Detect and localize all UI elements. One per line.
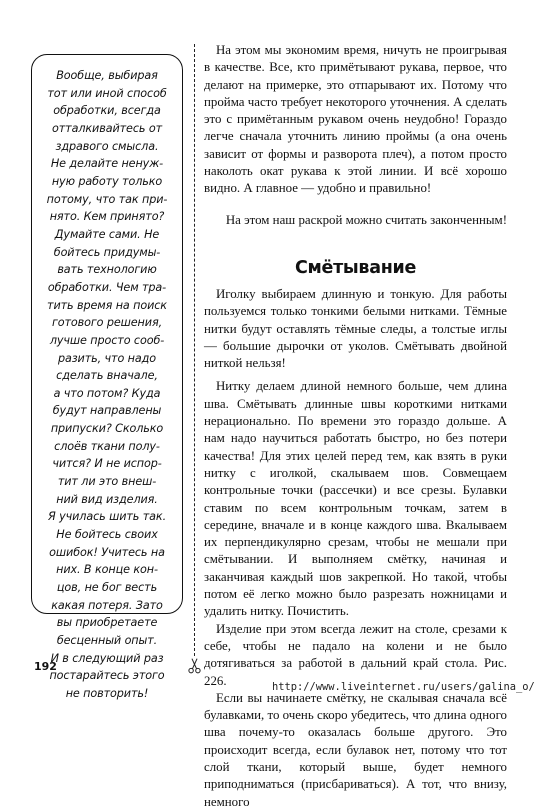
scissors-icon — [186, 657, 203, 674]
sidebar-tip-text: Вообще, выбирая тот или иной способ обработки, всегда отталкивайтесь от здравого смысла. Не делайте ненуж- ную работу только потому, что так при- нято. Кем принято? Думайте сами. Не бойтесь придумы- вать технологию обработки. Чем тра- тить время на поиск готового решения, лучше просто сооб- разить, что надо сделать вначале, а что потом? Куда будут направлены припуски? Сколько слоёв ткани полу- чится? И не испор- тит ли это внеш- ний вид изделия. Я училась шить так. Не бойтесь своих ошибок! Учитесь на них. В конце кон- цов, не бог весть какая потеря. Зато вы приобретаете бесценный опыт. И в следующий раз постарайтесь этого не повторить! — [46, 69, 168, 700]
paragraph: Изделие при этом всегда лежит на столе, срезами к себе, чтобы не падало на колени и не было дотягиваться за работой в дальний край стола. Рис. 226. — [204, 621, 507, 688]
section-heading: Смётывание — [294, 257, 417, 278]
cut-line-divider — [194, 44, 195, 656]
page-number: 192 — [34, 660, 57, 673]
paragraph: Иголку выбираем длинную и тонкую. Для работы пользуемся только тонкими белыми нитками. Тёмные нитки будут оставлять тёмные следы, а толстые иглы — большие дырочки от уколов. Смётывать двойной ниткой нельзя! — [204, 286, 507, 371]
paragraph: На этом мы экономим время, ничуть не проигрывая в качестве. Все, кто примётывают рукава, первое, что делают на примерке, это отпарывают их. Потому что пройма часто требует некоторого уточнения. А сделать это с примётанным рукавом очень неудобно! Гораздо легче сначала уточнить линию проймы (а она очень зависит от формы и разворота плеч), а потом просто наколоть окат рукава к этой линии. И всё хорошо видно. А главное — удобно и правильно! — [204, 43, 507, 196]
paragraph-conclusion: На этом наш раскрой можно считать законченным! — [225, 212, 507, 227]
main-text-column — [204, 42, 507, 811]
watermark-url: http://www.liveinternet.ru/users/galina_o/ — [272, 681, 535, 693]
paragraph: Если вы начинаете смётку, не скалывая сначала всё булавками, то очень скоро убедитесь, что длина одного шва почему-то оказалась больше другого. Это происходит всегда, если булавок нет, потому что тот слой ткани, который выше, будет немного приподниматься (присбариваться). А тот, что внизу, немного — [204, 690, 507, 809]
paragraph: Нитку делаем длиной немного больше, чем длина шва. Смётывать длинные швы короткими нитками нерационально. По времени это гораздо дольше. А нам надо научиться работать быстро, но без потери качества! Для этих целей перед тем, как взять в руки нитку с иголкой, скалываем шов. Совмещаем контрольные точки (рассечки) и все срезы. Булавки ставим по всем контрольным точкам, затем в середине, вначале и в конце каждого шва. Вкалываем их перпендикулярно срезам, чтобы не мешали при смётывании. И выполняем смётку, начиная и заканчивая каждый шов закрепкой. Но такой, чтобы потом её легко можно было разрезать ножницами и удалить нитку. Почистить. — [204, 379, 507, 619]
